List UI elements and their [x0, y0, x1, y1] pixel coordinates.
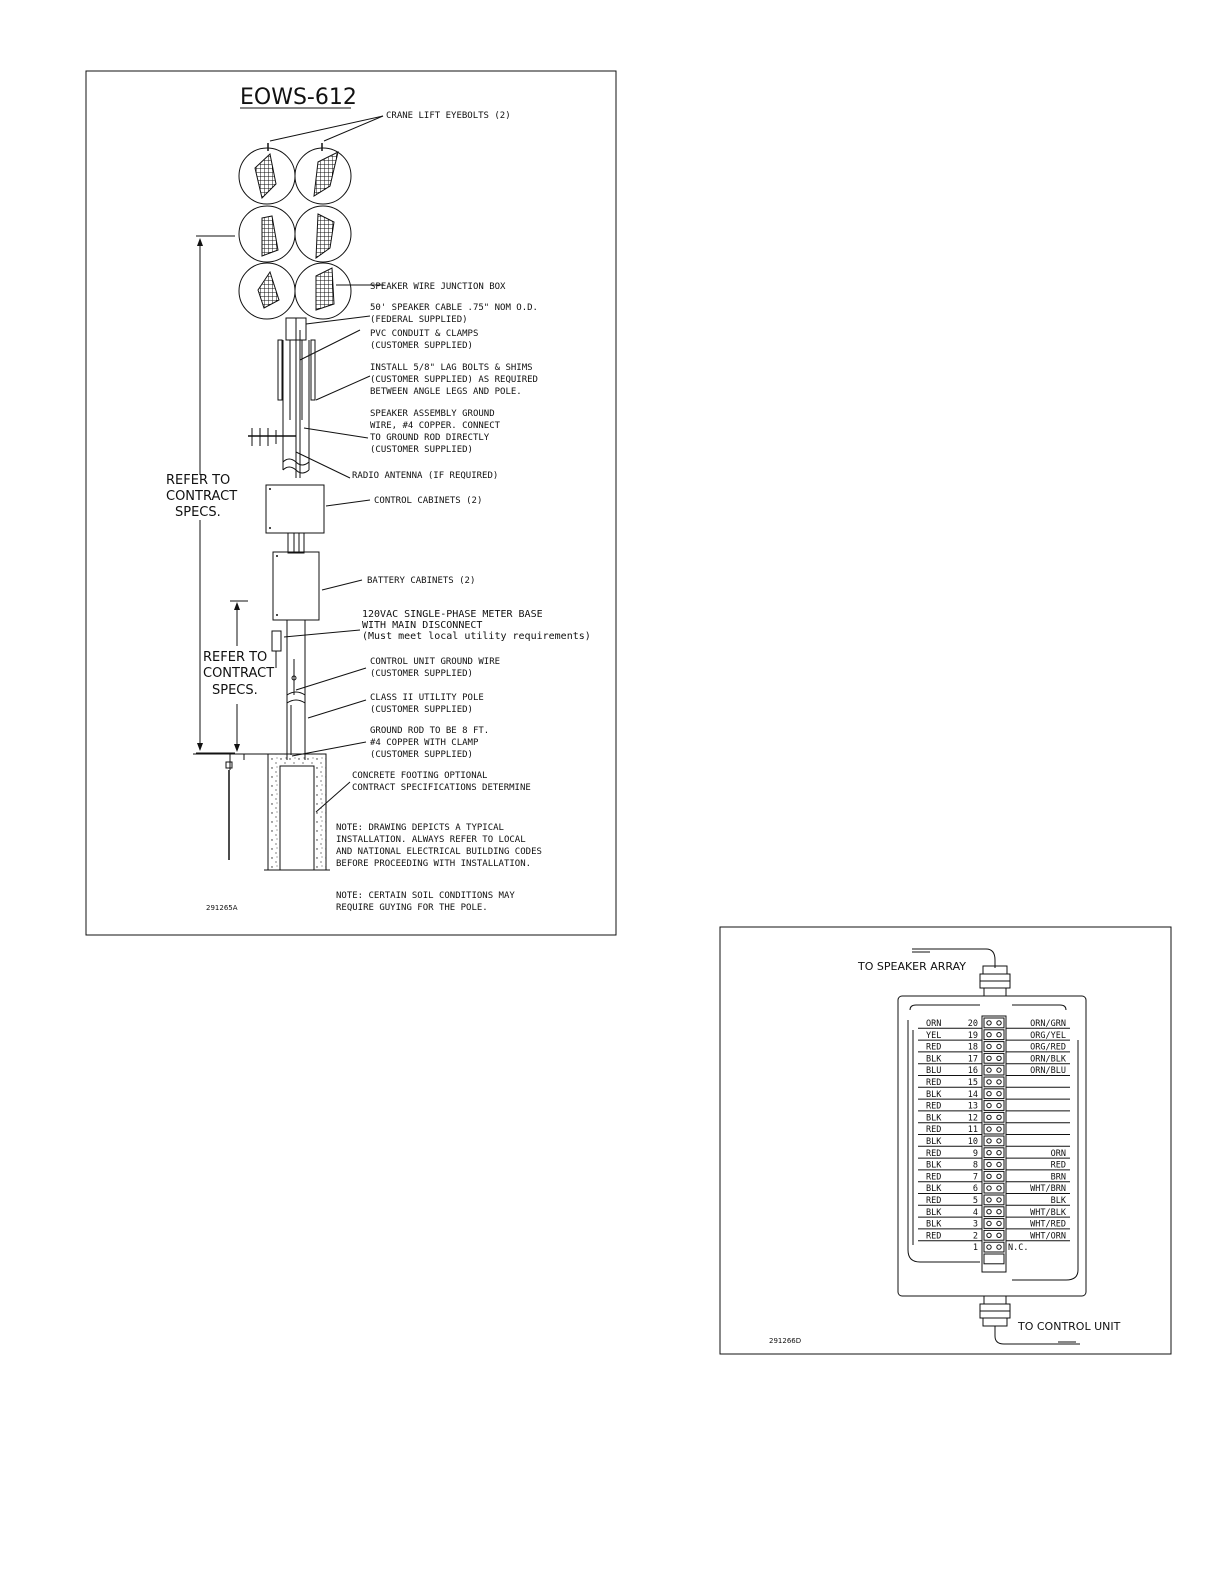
screw-icon: [997, 1127, 1001, 1131]
wire-color-right: ORG/RED: [1030, 1042, 1066, 1053]
screw-icon: [987, 1068, 991, 1072]
bottom-cable-gland: [980, 1296, 1010, 1326]
note-soil: NOTE: CERTAIN SOIL CONDITIONS MAY REQUIRE GUYING FOR THE POLE.: [336, 891, 515, 913]
control-cabinet: [266, 485, 324, 553]
wire-color-right: ORN/GRN: [1030, 1019, 1066, 1029]
terminal-number: 10: [967, 1137, 978, 1147]
screw-icon: [997, 1210, 1001, 1214]
label-eyebolts: CRANE LIFT EYEBOLTS (2): [386, 111, 511, 121]
wire-color-left: BLK: [926, 1184, 942, 1195]
terminal-number: 2: [972, 1231, 978, 1242]
junction-box-figure: [720, 927, 1171, 1354]
screw-icon: [987, 1198, 991, 1202]
wire-color-left: RED: [926, 1148, 942, 1159]
label-conduit: PVC CONDUIT & CLAMPS (CUSTOMER SUPPLIED): [370, 329, 479, 351]
footing: [193, 754, 332, 876]
label-battery-cabinets: BATTERY CABINETS (2): [367, 576, 476, 586]
screw-icon: [997, 1151, 1001, 1155]
terminal-strip: [982, 1016, 1006, 1272]
terminal-cell-blank: [984, 1254, 1004, 1264]
screw-icon: [997, 1044, 1001, 1048]
wire-color-left: BLK: [926, 1207, 942, 1218]
wire-color-left: RED: [926, 1042, 942, 1053]
screw-icon: [997, 1162, 1001, 1166]
wire-color-right: WHT/ORN: [1030, 1231, 1066, 1242]
label-to-control-unit: TO CONTROL UNIT: [1018, 1320, 1121, 1333]
terminal-row-18: [918, 1042, 1070, 1053]
terminal-row-4: [918, 1207, 1070, 1218]
wire-color-right: WHT/RED: [1030, 1219, 1066, 1230]
terminal-number: 13: [967, 1101, 978, 1112]
terminal-number: 16: [967, 1066, 978, 1077]
terminal-row-16: [918, 1065, 1070, 1076]
screw-icon: [997, 1233, 1001, 1237]
terminal-row-14: [918, 1089, 1070, 1100]
terminal-row-9: [918, 1148, 1070, 1159]
terminal-number: 6: [972, 1184, 978, 1195]
wire-color-right: BRN: [1050, 1172, 1066, 1183]
battery-cabinet: [273, 552, 319, 760]
screw-icon: [997, 1186, 1001, 1190]
wire-color-right: WHT/BLK: [1030, 1207, 1066, 1218]
screw-icon: [997, 1115, 1001, 1119]
terminal-number: 8: [972, 1160, 978, 1171]
terminal-row-2: [918, 1230, 1070, 1241]
pole-upper: [248, 318, 315, 478]
terminal-row-17: [918, 1053, 1070, 1064]
terminal-row-19: [918, 1030, 1070, 1041]
wire-color-left: RED: [926, 1125, 942, 1136]
screw-icon: [987, 1056, 991, 1060]
wire-color-left: RED: [926, 1101, 942, 1112]
screw-icon: [987, 1127, 991, 1131]
screw-icon: [997, 1174, 1001, 1178]
terminal-row-15: [918, 1077, 1070, 1088]
pole-installation-figure: [86, 71, 616, 935]
wire-color-right: ORG/YEL: [1030, 1030, 1066, 1041]
wire-color-left: RED: [926, 1196, 942, 1206]
figure-border-2: [720, 927, 1171, 1354]
label-footing: CONCRETE FOOTING OPTIONAL CONTRACT SPECIFICATIONS DETERMINE: [352, 771, 531, 793]
wire-color-left: BLK: [926, 1054, 942, 1065]
terminal-number: 18: [967, 1042, 978, 1053]
terminal-number: 7: [972, 1172, 978, 1183]
drawing-number-1: 291265A: [206, 904, 238, 912]
terminal-row-6: [918, 1183, 1070, 1194]
screw-icon: [997, 1033, 1001, 1037]
figure-title: EOWS-612: [240, 85, 357, 110]
terminal-number: 15: [967, 1078, 978, 1088]
screw-icon: [987, 1092, 991, 1096]
wire-color-left: BLU: [926, 1066, 942, 1077]
label-antenna: RADIO ANTENNA (IF REQUIRED): [352, 471, 499, 481]
wire-color-right: ORN/BLU: [1030, 1066, 1066, 1077]
terminal-number: 14: [967, 1089, 978, 1100]
screw-icon: [997, 1068, 1001, 1072]
label-to-speaker-array: TO SPEAKER ARRAY: [858, 960, 967, 973]
wire-color-left: ORN: [926, 1019, 942, 1029]
wire-color-right: ORN/BLK: [1030, 1054, 1066, 1065]
wire-color-left: BLK: [926, 1219, 942, 1230]
wire-color-right: BLK: [1050, 1196, 1066, 1206]
terminal-row-1: [973, 1242, 1029, 1253]
screw-icon: [987, 1162, 991, 1166]
screw-icon: [987, 1245, 991, 1249]
meter-base: [272, 631, 305, 755]
crane-eyebolts: [268, 116, 383, 151]
screw-icon: [987, 1221, 991, 1225]
screw-icon: [997, 1139, 1001, 1143]
terminal-row-5: [918, 1195, 1070, 1206]
terminal-number: 5: [972, 1196, 978, 1206]
terminal-row-20: [918, 1018, 1070, 1029]
screw-icon: [987, 1103, 991, 1107]
terminal-number: 1: [972, 1243, 978, 1254]
refer-specs-upper: REFER TO CONTRACT SPECS.: [166, 473, 238, 520]
label-control-ground: CONTROL UNIT GROUND WIRE (CUSTOMER SUPPLIED): [370, 657, 501, 679]
wire-color-right: ORN: [1050, 1148, 1066, 1159]
screw-icon: [987, 1186, 991, 1190]
screw-icon: [987, 1080, 991, 1084]
label-speaker-cable: 50' SPEAKER CABLE .75" NOM O.D. (FEDERAL SUPPLIED): [370, 303, 538, 325]
screw-icon: [997, 1056, 1001, 1060]
screw-icon: [987, 1021, 991, 1025]
refer-specs-lower: REFER TO CONTRACT SPECS.: [203, 650, 275, 698]
screw-icon: [997, 1245, 1001, 1249]
terminal-row-7: [918, 1171, 1070, 1182]
screw-icon: [987, 1044, 991, 1048]
terminal-number: 3: [972, 1219, 978, 1230]
wire-color-left: RED: [926, 1231, 942, 1242]
wire-color-left: BLK: [926, 1160, 942, 1171]
terminal-row-13: [918, 1101, 1070, 1112]
screw-icon: [987, 1115, 991, 1119]
terminal-number: 9: [972, 1148, 978, 1159]
screw-icon: [987, 1174, 991, 1178]
label-lag-bolts: INSTALL 5/8" LAG BOLTS & SHIMS (CUSTOMER SUPPLIED) AS REQUIRED BETWEEN ANGLE LEGS AND POLE.: [370, 363, 538, 397]
wire-color-right: RED: [1050, 1160, 1066, 1171]
terminal-row-12: [918, 1112, 1070, 1123]
note-codes: NOTE: DRAWING DEPICTS A TYPICAL INSTALLATION. ALWAYS REFER TO LOCAL AND NATIONAL ELECTRICAL BUILDING CODES BEFORE PROCEEDING WITH INSTALLATION.: [336, 823, 542, 869]
label-control-cabinets: CONTROL CABINETS (2): [374, 496, 483, 506]
terminal-row-11: [918, 1124, 1070, 1135]
screw-icon: [987, 1139, 991, 1143]
screw-icon: [997, 1103, 1001, 1107]
terminal-number: 19: [967, 1030, 978, 1041]
screw-icon: [987, 1233, 991, 1237]
wire-color-left: BLK: [926, 1137, 942, 1147]
label-meter-base: 120VAC SINGLE-PHASE METER BASE WITH MAIN DISCONNECT (Must meet local utility requirements): [362, 609, 591, 642]
wire-color-left: RED: [926, 1078, 942, 1088]
screw-icon: [997, 1198, 1001, 1202]
terminal-number: 17: [967, 1054, 978, 1065]
screw-icon: [997, 1080, 1001, 1084]
screw-icon: [997, 1092, 1001, 1096]
drawing-number-2: 291266D: [769, 1337, 802, 1345]
screw-icon: [987, 1210, 991, 1214]
label-ground-rod: GROUND ROD TO BE 8 FT. #4 COPPER WITH CLAMP (CUSTOMER SUPPLIED): [370, 726, 490, 760]
terminal-row-3: [918, 1219, 1070, 1230]
wire-color-left: BLK: [926, 1089, 942, 1100]
terminal-row-10: [918, 1136, 1070, 1147]
label-utility-pole: CLASS II UTILITY POLE (CUSTOMER SUPPLIED): [370, 693, 484, 715]
wire-color-left: BLK: [926, 1113, 942, 1124]
label-junction-box: SPEAKER WIRE JUNCTION BOX: [370, 282, 506, 292]
terminal-number: 4: [972, 1207, 978, 1218]
screw-icon: [987, 1151, 991, 1155]
terminal-number: 11: [967, 1125, 978, 1136]
wire-color-left: YEL: [926, 1030, 942, 1041]
label-ground-wire: SPEAKER ASSEMBLY GROUND WIRE, #4 COPPER. CONNECT TO GROUND ROD DIRECTLY (CUSTOMER SUPPLIED): [370, 409, 501, 455]
screw-icon: [997, 1021, 1001, 1025]
speaker-array: [239, 148, 351, 319]
top-cable-gland: [980, 966, 1010, 996]
screw-icon: [987, 1033, 991, 1037]
terminal-number: 12: [967, 1113, 978, 1124]
wire-color-right: WHT/BRN: [1030, 1184, 1066, 1195]
terminal-rows: [918, 1018, 1070, 1264]
screw-icon: [997, 1221, 1001, 1225]
wire-color-left: RED: [926, 1172, 942, 1183]
no-connect-label: N.C.: [1008, 1243, 1029, 1254]
terminal-row-8: [918, 1160, 1070, 1171]
terminal-number: 20: [967, 1019, 978, 1029]
